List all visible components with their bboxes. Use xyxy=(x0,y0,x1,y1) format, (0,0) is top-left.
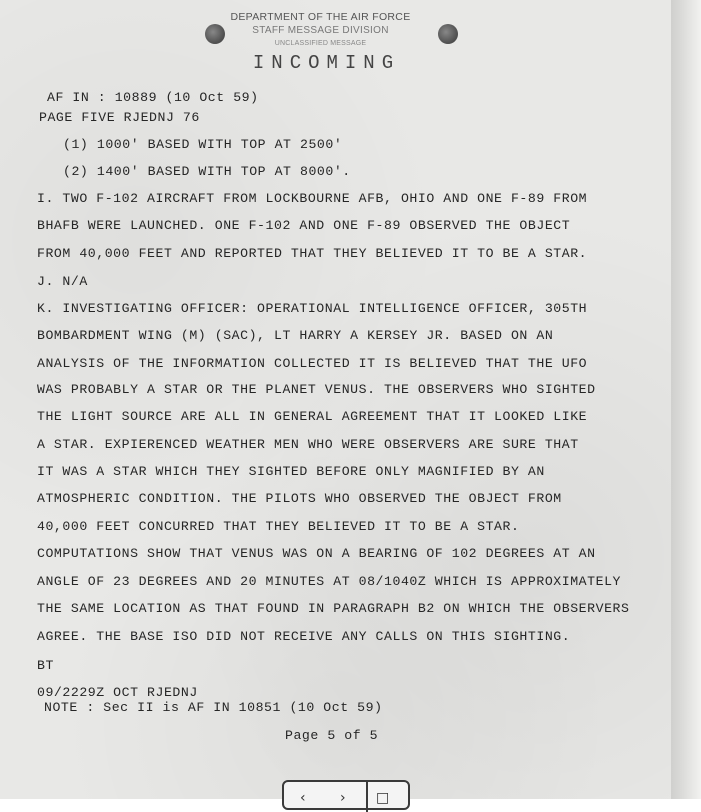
chevron-right-icon[interactable]: › xyxy=(340,790,346,806)
message-number: AF IN : 10889 (10 Oct 59) xyxy=(47,90,259,105)
body-line: AGREE. THE BASE ISO DID NOT RECEIVE ANY CALLS ON THIS SIGHTING. xyxy=(37,629,571,644)
body-line: WAS PROBABLY A STAR OR THE PLANET VENUS. THE OBSERVERS WHO SIGHTED xyxy=(37,382,596,397)
body-line: COMPUTATIONS SHOW THAT VENUS WAS ON A BEARING OF 102 DEGREES AT AN xyxy=(37,546,596,561)
incoming-title: INCOMING xyxy=(252,52,401,74)
chevron-left-icon[interactable]: ‹ xyxy=(300,790,306,806)
page-view-icon[interactable]: □ xyxy=(376,790,390,806)
classification-header: UNCLASSIFIED MESSAGE xyxy=(274,40,367,47)
note-line: NOTE : Sec II is AF IN 10851 (10 Oct 59) xyxy=(44,700,383,715)
toolbar-divider xyxy=(366,782,368,812)
body-line: 40,000 FEET CONCURRED THAT THEY BELIEVED IT TO BE A STAR. xyxy=(37,519,520,534)
division-header: STAFF MESSAGE DIVISION xyxy=(252,25,389,36)
page-count: Page 5 of 5 xyxy=(285,728,379,743)
body-line: BOMBARDMENT WING (M) (SAC), LT HARRY A KERSEY JR. BASED ON AN xyxy=(37,328,554,343)
body-line: (2) 1400' BASED WITH TOP AT 8000'. xyxy=(63,164,351,179)
body-line: K. INVESTIGATING OFFICER: OPERATIONAL INTELLIGENCE OFFICER, 305TH xyxy=(37,301,588,316)
body-line: FROM 40,000 FEET AND REPORTED THAT THEY BELIEVED IT TO BE A STAR. xyxy=(37,246,588,261)
page-heading: PAGE FIVE RJEDNJ 76 xyxy=(39,110,200,125)
body-line: I. TWO F-102 AIRCRAFT FROM LOCKBOURNE AFB, OHIO AND ONE F-89 FROM xyxy=(37,191,588,206)
department-header: DEPARTMENT OF THE AIR FORCE xyxy=(230,11,411,23)
date-time-group: 09/2229Z OCT RJEDNJ xyxy=(37,685,198,700)
body-line: BHAFB WERE LAUNCHED. ONE F-102 AND ONE F-89 OBSERVED THE OBJECT xyxy=(37,218,571,233)
body-line: THE SAME LOCATION AS THAT FOUND IN PARAGRAPH B2 ON WHICH THE OBSERVERS xyxy=(37,601,630,616)
scan-edge xyxy=(671,0,701,799)
body-line: J. N/A xyxy=(37,274,88,289)
body-line: ANALYSIS OF THE INFORMATION COLLECTED IT IS BELIEVED THAT THE UFO xyxy=(37,356,588,371)
break-marker: BT xyxy=(37,658,54,673)
body-line: A STAR. EXPIERENCED WEATHER MEN WHO WERE OBSERVERS ARE SURE THAT xyxy=(37,437,579,452)
body-line: ATMOSPHERIC CONDITION. THE PILOTS WHO OBSERVED THE OBJECT FROM xyxy=(37,491,562,506)
page-nav-toolbar xyxy=(282,780,410,810)
body-line: (1) 1000' BASED WITH TOP AT 2500' xyxy=(63,137,343,152)
body-line: THE LIGHT SOURCE ARE ALL IN GENERAL AGREEMENT THAT IT LOOKED LIKE xyxy=(37,409,588,424)
body-line: ANGLE OF 23 DEGREES AND 20 MINUTES AT 08/1040Z WHICH IS APPROXIMATELY xyxy=(37,574,622,589)
body-line: IT WAS A STAR WHICH THEY SIGHTED BEFORE ONLY MAGNIFIED BY AN xyxy=(37,464,545,479)
